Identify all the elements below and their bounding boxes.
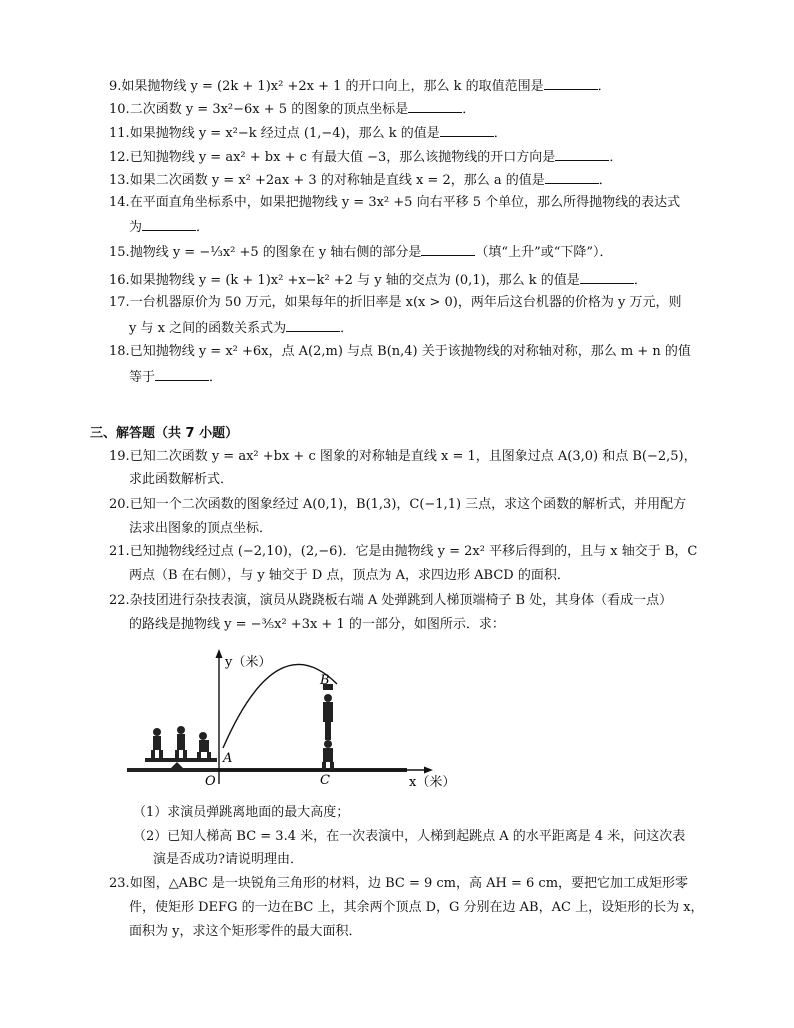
problem-23-line2: 件，使矩形 DEFG 的一边在BC 上，其余两个顶点 D，G 分别在边 AB，AC 上，设矩形的长为 x， bbox=[129, 900, 704, 915]
question-17: 17.一台机器原价为 50 万元，如果每年的折旧率是 x(x > 0)，两年后这台机器的价格为 y 万元，则 bbox=[109, 295, 682, 310]
x-axis-label: x（米） bbox=[409, 775, 456, 790]
problem-21-line2: 两点（B 在右侧），与 y 轴交于 D 点，顶点为 A，求四边形 ABCD 的面积． bbox=[129, 568, 570, 583]
problem-19-line2: 求此函数解析式． bbox=[129, 472, 234, 487]
problem-22-line2: 的路线是抛物线 y = −⅗x² +3x + 1 的一部分，如图所示．求： bbox=[129, 617, 505, 632]
answer-blank[interactable] bbox=[155, 368, 209, 381]
label-a: A bbox=[223, 751, 233, 766]
question-14: 14.在平面直角坐标系中，如果把抛物线 y = 3x² +5 向右平移 5 个单位，那么所得抛物线的表达式 bbox=[109, 195, 681, 210]
question-9: 9.如果抛物线 y = (2k + 1)x² +2x + 1 的开口向上，那么 k 的取值范围是 ． bbox=[109, 79, 611, 94]
label-c: C bbox=[320, 773, 330, 788]
problem-20: 20.已知一个二次函数的图象经过 A(0,1)，B(1,3)，C(−1,1) 三点，求这个函数的解析式，并用配方 bbox=[109, 497, 687, 512]
answer-blank[interactable] bbox=[440, 124, 494, 137]
seesaw-board bbox=[145, 758, 217, 762]
label-o: O bbox=[205, 774, 216, 789]
answer-blank[interactable] bbox=[286, 319, 340, 332]
performers-icon bbox=[151, 726, 211, 760]
problem-19: 19.已知二次函数 y = ax² +bx + c 图象的对称轴是直线 x = 1，且图象过点 A(3,0) 和点 B(−2,5)， bbox=[109, 449, 697, 464]
question-17-line2: y 与 x 之间的函数关系式为 ． bbox=[129, 321, 354, 336]
question-18: 18.已知抛物线 y = x² +6x，点 A(2,m) 与点 B(n,4) 关于该抛物线的对称轴对称，那么 m + n 的值 bbox=[109, 344, 691, 359]
subpart-2: （2）已知人梯高 BC = 3.4 米，在一次表演中，人梯到起跳点 A 的水平距离是 4 米，问这次表 bbox=[133, 829, 686, 844]
section-title: 三、解答题（共 7 小题） bbox=[90, 426, 239, 441]
answer-blank[interactable] bbox=[545, 171, 599, 184]
problem-23: 23.如图，△ABC 是一块锐角三角形的材料，边 BC = 9 cm，高 AH = 6 cm，要把它加工成矩形零 bbox=[109, 876, 689, 891]
problem-23-line3: 面积为 y，求这个矩形零件的最大面积． bbox=[129, 924, 362, 939]
question-16: 16.如果抛物线 y = (k + 1)x² +x−k² +2 与 y 轴的交点为 (0,1)，那么 k 的值是 ． bbox=[109, 273, 647, 288]
answer-blank[interactable] bbox=[580, 271, 634, 284]
label-b: B bbox=[320, 673, 330, 688]
x-axis-arrow-icon bbox=[424, 767, 433, 774]
y-axis-label: y（米） bbox=[225, 655, 272, 670]
answer-blank[interactable] bbox=[142, 218, 196, 231]
subpart-1: （1）求演员弹跳离地面的最大高度； bbox=[133, 805, 350, 820]
problem-20-line2: 法求出图象的顶点坐标． bbox=[129, 521, 273, 536]
question-14-line2: 为 ． bbox=[129, 220, 210, 235]
answer-blank[interactable] bbox=[421, 243, 475, 256]
answer-blank[interactable] bbox=[544, 77, 598, 90]
problem-22: 22.杂技团进行杂技表演，演员从跷跷板右端 A 处弹跳到人梯顶端椅子 B 处，其身体（看成一点） bbox=[109, 593, 673, 608]
problem-21: 21.已知抛物线经过点 (−2,10)，(2,−6)．它是由抛物线 y = 2x² 平移后得到的，且与 x 轴交于 B，C bbox=[109, 544, 698, 559]
question-12: 12.已知抛物线 y = ax² + bx + c 有最大值 −3，那么该抛物线的开口方向是 ． bbox=[109, 150, 623, 165]
answer-blank[interactable] bbox=[555, 148, 609, 161]
acrobat-parabola-figure bbox=[127, 644, 493, 794]
question-11: 11.如果抛物线 y = x²−k 经过点 (1,−4)，那么 k 的值是 ． bbox=[109, 126, 507, 141]
question-15: 15.抛物线 y = −⅓x² +5 的图象在 y 轴右侧的部分是 （填“上升”或“下降”）． bbox=[109, 245, 613, 260]
question-13: 13.如果二次函数 y = x² +2ax + 3 的对称轴是直线 x = 2，那么 a 的值是 ． bbox=[109, 173, 612, 188]
question-10: 10.二次函数 y = 3x²−6x + 5 的图象的顶点坐标是 ． bbox=[109, 102, 476, 117]
subpart-2-line2: 演是否成功?请说明理由． bbox=[153, 852, 303, 867]
seesaw-pivot bbox=[171, 762, 183, 768]
y-axis-arrow-icon bbox=[216, 649, 223, 658]
human-ladder-icon bbox=[322, 684, 334, 770]
answer-blank[interactable] bbox=[408, 100, 462, 113]
question-18-line2: 等于 ． bbox=[129, 370, 223, 385]
